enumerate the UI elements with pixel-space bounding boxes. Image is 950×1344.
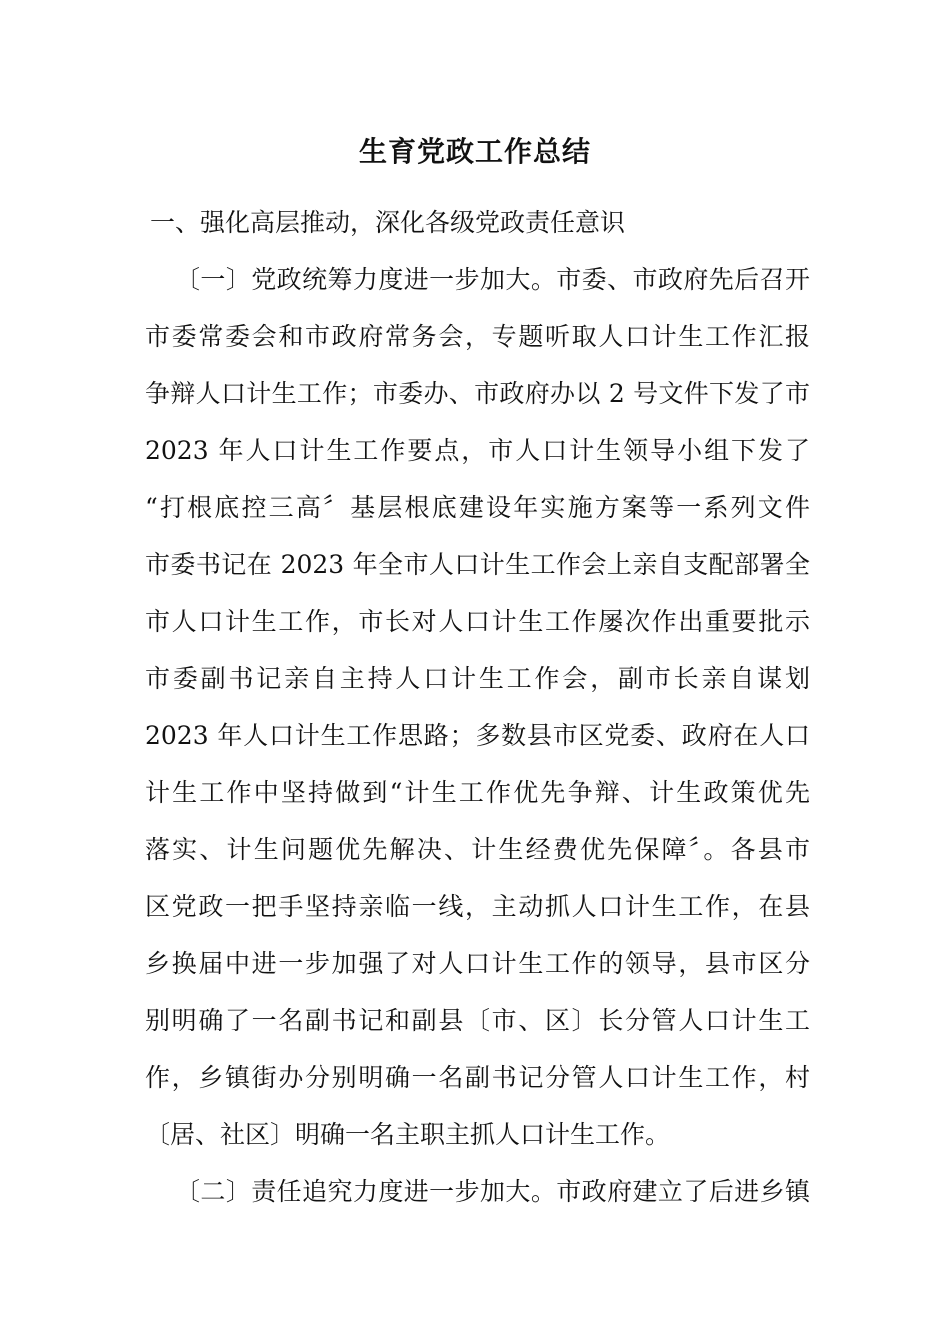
paragraph-line: 2023 年人口计生工作要点，市人口计生领导小组下发了 xyxy=(145,436,810,465)
paragraph-line: 乡换届中进一步加强了对人口计生工作的领导，县市区分 xyxy=(145,949,810,978)
paragraph-line: 计生工作中坚持做到“计生工作优先争辩、计生政策优先 xyxy=(145,778,810,807)
paragraph-line: 区党政一把手坚持亲临一线，主动抓人口计生工作，在县 xyxy=(145,892,810,921)
paragraph-line: 2023 年人口计生工作思路；多数县市区党委、政府在人口 xyxy=(145,721,810,750)
paragraph-line: 争辩人口计生工作；市委办、市政府办以 2 号文件下发了市 xyxy=(145,379,810,408)
paragraph-line: 别明确了一名副书记和副县〔市、区〕长分管人口计生工 xyxy=(145,1006,810,1035)
document-title: 生育党政工作总结 xyxy=(358,135,591,168)
paragraph-line: 市委书记在 2023 年全市人口计生工作会上亲自支配部署全 xyxy=(145,550,810,579)
paragraph-line: 作，乡镇街办分别明确一名副书记分管人口计生工作，村 xyxy=(145,1063,810,1092)
paragraph-line: 市委副书记亲自主持人口计生工作会，副市长亲自谋划 xyxy=(145,664,810,693)
paragraph-line: 市人口计生工作，市长对人口计生工作屡次作出重要批示 xyxy=(145,607,810,636)
paragraph-line: 〔居、社区〕明确一名主职主抓人口计生工作。 xyxy=(145,1120,671,1149)
paragraph-line: “打根底控三高〞基层根底建设年实施方案等一系列文件 xyxy=(145,493,810,522)
section-heading: 一、强化高层推动，深化各级党政责任意识 xyxy=(150,208,626,237)
paragraph-line: 〔二〕责任追究力度进一步加大。市政府建立了后进乡镇 xyxy=(175,1177,810,1206)
paragraph-line: 〔一〕党政统筹力度进一步加大。市委、市政府先后召开 xyxy=(175,265,810,294)
paragraph-line: 落实、计生问题优先解决、计生经费优先保障〞。各县市 xyxy=(145,835,810,864)
paragraph-line: 市委常委会和市政府常务会，专题听取人口计生工作汇报 xyxy=(145,322,810,351)
